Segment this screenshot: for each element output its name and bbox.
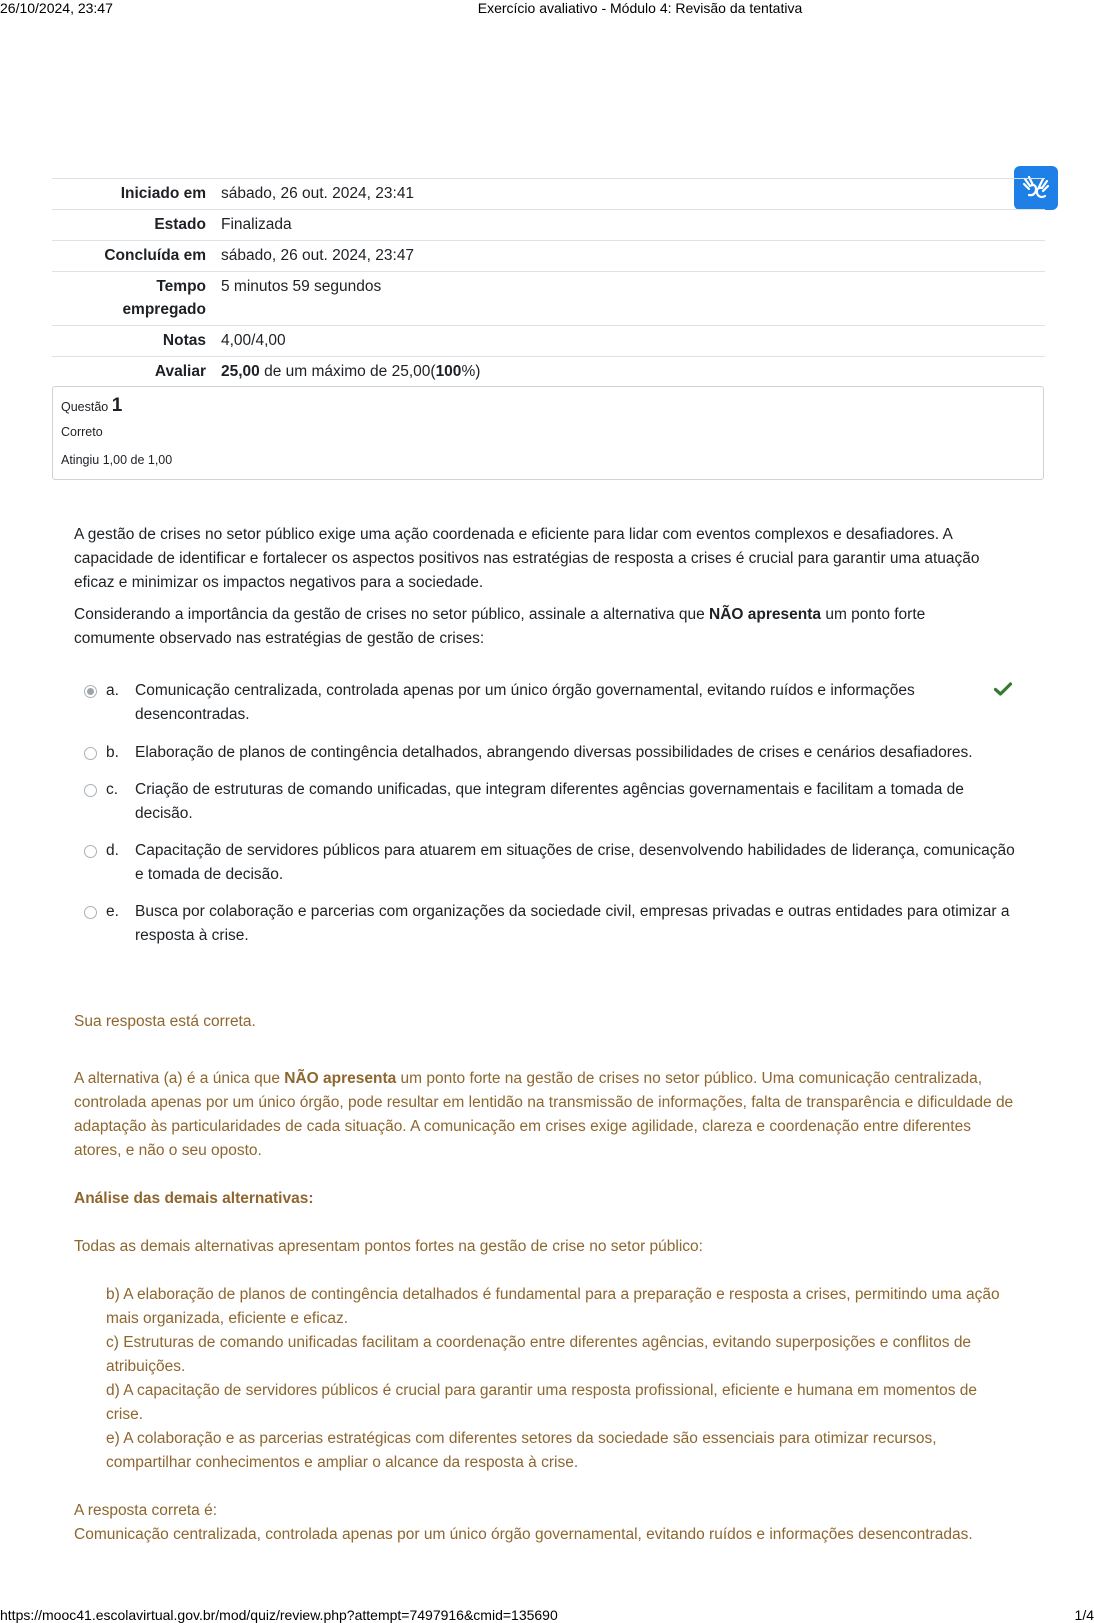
started-label: Iniciado em — [120, 185, 206, 202]
feedback-analysis-heading: Análise das demais alternativas: — [74, 1190, 314, 1207]
state-label: Estado — [154, 216, 206, 233]
grade-score: 25,00 — [221, 363, 260, 380]
grade-end: %) — [461, 363, 481, 380]
print-header — [0, 0, 1094, 18]
summary-row-time — [52, 271, 1045, 325]
completed-label: Concluída em — [104, 247, 206, 264]
question-number — [61, 395, 122, 417]
answer-letter: b. — [106, 744, 119, 761]
time-label — [52, 272, 206, 325]
question-text-p2 — [74, 603, 1009, 651]
state-value: Finalizada — [221, 216, 292, 233]
feedback-item-e: e) A colaboração e as parcerias estratégicas com diferentes setores da sociedade são essenciais para otimizar recursos, compartilhar conhecimentos e ampliar o alcance da resposta à crise. — [106, 1430, 937, 1471]
question-text — [74, 523, 1009, 659]
time-label-line1: Tempo — [156, 278, 206, 295]
feedback-expl-post: um ponto forte na gestão de crises no setor público. Uma comunicação centralizada, controlada apenas por um único órgão, pode resultar em lentidão na transmissão de informações, falta de transparência e dificuldade de adaptação às particularidades de cada situação. A comunicação em crises exige agilidade, clareza e coordenação entre diferentes atores, e não o seu oposto. — [74, 1070, 1014, 1159]
attempt-summary — [52, 178, 1045, 387]
time-value: 5 minutos 59 segundos — [221, 278, 382, 295]
question-number-value: 1 — [111, 395, 123, 416]
grade-percent: 100 — [435, 363, 462, 380]
feedback — [74, 1010, 1014, 1547]
radio-e[interactable] — [84, 906, 97, 919]
feedback-explanation — [74, 1067, 1014, 1163]
answer-text: Capacitação de servidores públicos para atuarem em situações de crise, desenvolvendo habilidades de liderança, comunicação e tomada de decisão. — [135, 842, 1015, 883]
summary-row-grade — [52, 356, 1045, 387]
radio-b[interactable] — [84, 747, 97, 760]
grade-value — [206, 357, 480, 387]
summary-row-state — [52, 209, 1045, 240]
feedback-item-d: d) A capacitação de servidores públicos é crucial para garantir uma resposta profissional, eficiente e humana em momentos de crise. — [106, 1382, 978, 1423]
answer-text: Criação de estruturas de comando unificadas, que integram diferentes agências governamentais e facilitam a tomada de decisão. — [135, 781, 964, 822]
feedback-item-c: c) Estruturas de comando unificadas facilitam a coordenação entre diferentes agências, evitando superposições e conflitos de atribuições. — [106, 1334, 972, 1375]
answer-letter: e. — [106, 903, 119, 920]
started-value: sábado, 26 out. 2024, 23:41 — [221, 185, 415, 202]
print-url: https://mooc41.escolavirtual.gov.br/mod/quiz/review.php?attempt=7497916&cmid=135690 — [0, 1607, 558, 1623]
question-state: Correto — [61, 425, 103, 439]
feedback-right-answer: Comunicação centralizada, controlada apenas por um único órgão governamental, evitando ruídos e informações desencontradas. — [74, 1526, 973, 1543]
feedback-right-answer-label: A resposta correta é: — [74, 1502, 218, 1519]
question-text-p2-bold: NÃO apresenta — [709, 606, 822, 623]
feedback-expl-bold: NÃO apresenta — [284, 1070, 397, 1087]
print-datetime: 26/10/2024, 23:47 — [0, 0, 113, 16]
question-text-p1: A gestão de crises no setor público exige uma ação coordenada e eficiente para lidar com eventos complexos e desafiadores. A capacidade de identificar e fortalecer os aspectos positivos nas estratégias de resposta a crises é crucial para garantir uma atuação eficaz e minimizar os impactos negativos para a sociedade. — [74, 526, 980, 591]
feedback-correct-message: Sua resposta está correta. — [74, 1013, 256, 1030]
feedback-others-intro: Todas as demais alternativas apresentam pontos fortes na gestão de crise no setor público: — [74, 1238, 703, 1255]
summary-row-started — [52, 178, 1045, 209]
completed-value: sábado, 26 out. 2024, 23:47 — [221, 247, 415, 264]
answer-text: Busca por colaboração e parcerias com organizações da sociedade civil, empresas privadas e outras entidades para otimizar a resposta à crise. — [135, 903, 1010, 944]
question-text-p2-pre: Considerando a importância da gestão de crises no setor público, assinale a alternativa que — [74, 606, 710, 623]
grade-label: Avaliar — [154, 363, 206, 380]
answer-text: Comunicação centralizada, controlada apenas por um único órgão governamental, evitando ruídos e informações desencontradas. — [135, 682, 915, 723]
print-page-number: 1/4 — [1074, 1607, 1094, 1623]
summary-row-completed — [52, 240, 1045, 271]
answer-letter: c. — [106, 781, 119, 798]
summary-row-marks — [52, 325, 1045, 356]
time-label-line2: empregado — [122, 301, 206, 318]
grade-mid: de um máximo de 25,00( — [259, 363, 436, 380]
radio-d[interactable] — [84, 845, 97, 858]
question-mark: Atingiu 1,00 de 1,00 — [61, 453, 173, 467]
question-text-p2-post: um ponto forte comumente observado nas estratégias de gestão de crises: — [74, 606, 926, 647]
answer-letter: d. — [106, 842, 119, 859]
print-footer — [0, 1607, 1094, 1623]
print-doc-title: Exercício avaliativo - Módulo 4: Revisão da tentativa — [477, 0, 803, 16]
radio-c[interactable] — [84, 784, 97, 797]
question-label: Questão — [61, 400, 112, 414]
marks-value: 4,00/4,00 — [221, 332, 286, 349]
feedback-others-list — [106, 1283, 1014, 1475]
marks-label: Notas — [162, 332, 206, 349]
answer-letter: a. — [106, 682, 119, 699]
answer-text: Elaboração de planos de contingência detalhados, abrangendo diversas possibilidades de crises e cenários desafiadores. — [135, 744, 973, 761]
feedback-item-b: b) A elaboração de planos de contingência detalhados é fundamental para a preparação e resposta a crises, permitindo uma ação mais organizada, eficiente e eficaz. — [106, 1286, 1000, 1327]
radio-a[interactable] — [84, 685, 97, 698]
question-info — [52, 386, 1044, 480]
feedback-expl-pre: A alternativa (a) é a única que — [74, 1070, 285, 1087]
check-icon — [994, 680, 1012, 704]
